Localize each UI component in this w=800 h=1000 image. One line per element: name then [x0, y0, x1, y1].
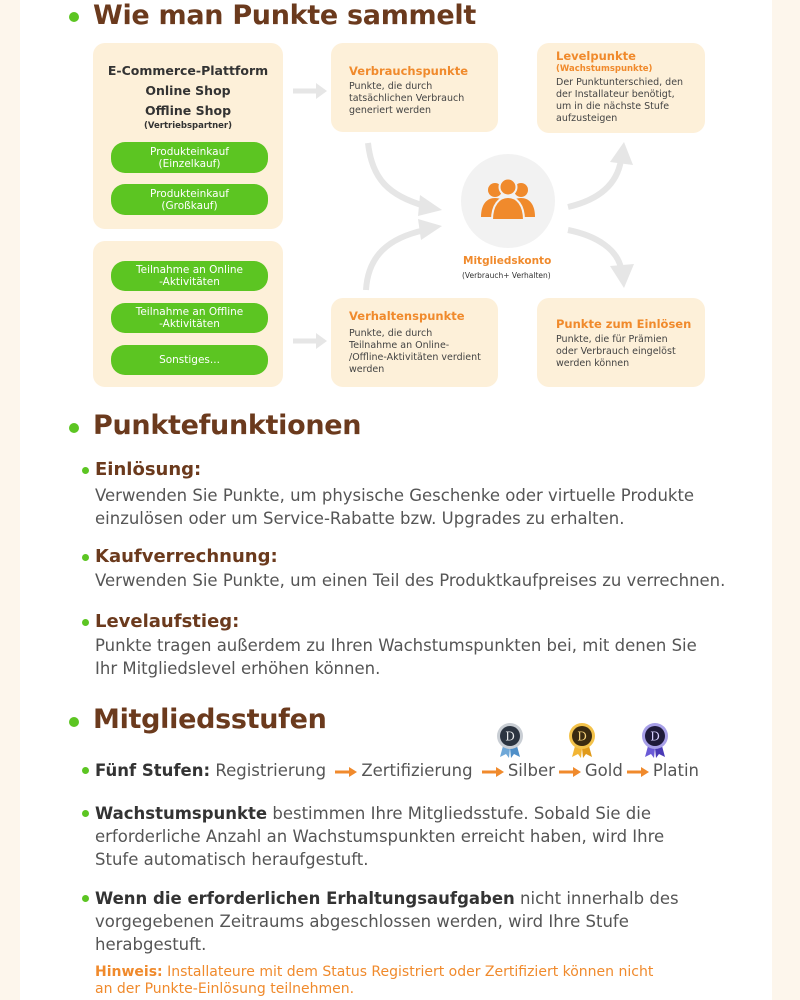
growth-text-1: Wachstumspunkte bestimmen Ihre Mitgliedsstufe. Sobald Sie die — [95, 804, 652, 823]
svg-text:D: D — [650, 729, 660, 744]
tier-certification: Zertifizierung — [361, 761, 473, 780]
offline-activities-button[interactable]: Teilnahme an Offline -Aktivitäten — [111, 303, 268, 333]
member-account-title: Mitgliedskonto — [463, 255, 552, 267]
silver-medal-icon — [495, 722, 525, 758]
downgrade-text-1: Wenn die erforderlichen Erhaltungsaufgaben nicht innerhalb des — [95, 889, 679, 908]
section-title-point-functions: Punktefunktionen — [93, 410, 362, 441]
tier-platinum: Platin — [652, 761, 700, 780]
function-levelup-text-1: Punkte tragen außerdem zu Ihren Wachstumspunkten bei, mit denen Sie — [95, 636, 697, 655]
arrow-member-to-redeem — [568, 230, 634, 288]
function-offset-title: Kaufverrechnung: — [95, 546, 278, 567]
arrow-right-icon — [335, 766, 357, 778]
section-bullet — [69, 423, 79, 433]
function-redeem-text-2: einzulösen oder um Service-Rabatte bzw. Upgrades zu erhalten. — [95, 509, 625, 528]
list-bullet — [82, 895, 89, 902]
gold-medal-icon — [567, 722, 597, 758]
purchase-single-button[interactable]: Produkteinkauf (Einzelkauf) — [111, 142, 268, 173]
source-title-offline: Offline Shop — [144, 103, 232, 118]
platinum-medal-icon — [640, 722, 670, 758]
list-bullet — [82, 467, 89, 474]
function-levelup-text-2: Ihr Mitgliedslevel erhöhen können. — [95, 659, 381, 678]
function-levelup-title: Levelaufstieg: — [95, 611, 240, 632]
growth-text-3: Stufe automatisch heraufgestuft. — [95, 850, 369, 869]
other-button[interactable]: Sonstiges... — [111, 345, 268, 375]
svg-text:D: D — [577, 729, 587, 744]
card-consumption-points: Verbrauchspunkte Punkte, die durch tatsächlichen Verbrauch generiert werden — [331, 43, 498, 132]
card-level-points: Levelpunkte (Wachstumspunkte) Der Punktunterschied, den der Installateur benötigt, um in die nächste Stufe aufzusteigen — [537, 43, 705, 133]
arrow-sources-to-consumption — [293, 83, 327, 99]
arrow-member-to-level — [568, 142, 633, 207]
tiers-line — [95, 759, 699, 782]
downgrade-text-2: vorgegebenen Zeitraums abgeschlossen werden, wird Ihre Stufe — [95, 912, 629, 931]
list-bullet — [82, 810, 89, 817]
source-title-online: Online Shop — [145, 83, 231, 98]
arrow-right-icon — [482, 766, 504, 778]
arrow-right-icon — [559, 766, 581, 778]
tier-registration: Registrierung — [215, 761, 327, 780]
downgrade-text-3: herabgestuft. — [95, 935, 207, 954]
arrow-consumption-to-member — [368, 143, 442, 216]
list-bullet — [82, 554, 89, 561]
flow-diagram-arrows — [0, 0, 800, 400]
arrow-behavior-to-member — [366, 219, 442, 290]
function-redeem-title: Einlösung: — [95, 459, 202, 480]
hint-note: Hinweis: Installateure mit dem Status Registriert oder Zertifiziert können nicht an der Punkte-Einlösung teilnehmen. — [95, 964, 654, 997]
card-behavior-points: Verhaltenspunkte Punkte, die durch Teilnahme an Online- /Offline-Aktivitäten verdient werden — [331, 298, 498, 387]
arrow-activities-to-behavior — [293, 333, 327, 349]
tier-gold: Gold — [584, 761, 623, 780]
list-bullet — [82, 767, 89, 774]
source-title-platform: E-Commerce-Plattform — [107, 63, 269, 78]
tier-silver: Silber — [507, 761, 555, 780]
online-activities-button[interactable]: Teilnahme an Online -Aktivitäten — [111, 261, 268, 291]
member-account-subtitle: (Verbrauch+ Verhalten) — [462, 271, 551, 280]
section-title-member-tiers: Mitgliedsstufen — [93, 704, 327, 735]
growth-text-2: erforderliche Anzahl an Wachstumspunkten erreicht haben, wird Ihre — [95, 827, 665, 846]
card-redeem-points: Punkte zum Einlösen Punkte, die für Prämien oder Verbrauch eingelöst werden können — [537, 298, 705, 387]
arrow-right-icon — [627, 766, 649, 778]
tiers-label: Fünf Stufen: — [95, 761, 211, 780]
section-bullet — [69, 717, 79, 727]
source-subtitle: (Vertriebspartner) — [143, 121, 232, 131]
function-redeem-text-1: Verwenden Sie Punkte, um physische Geschenke oder virtuelle Produkte — [95, 486, 695, 505]
function-offset-text-1: Verwenden Sie Punkte, um einen Teil des Produktkaufpreises zu verrechnen. — [95, 571, 726, 590]
purchase-bulk-button[interactable]: Produkteinkauf (Großkauf) — [111, 184, 268, 215]
section-title-points-collect: Wie man Punkte sammelt — [93, 0, 476, 31]
list-bullet — [82, 619, 89, 626]
svg-text:D: D — [505, 729, 515, 744]
